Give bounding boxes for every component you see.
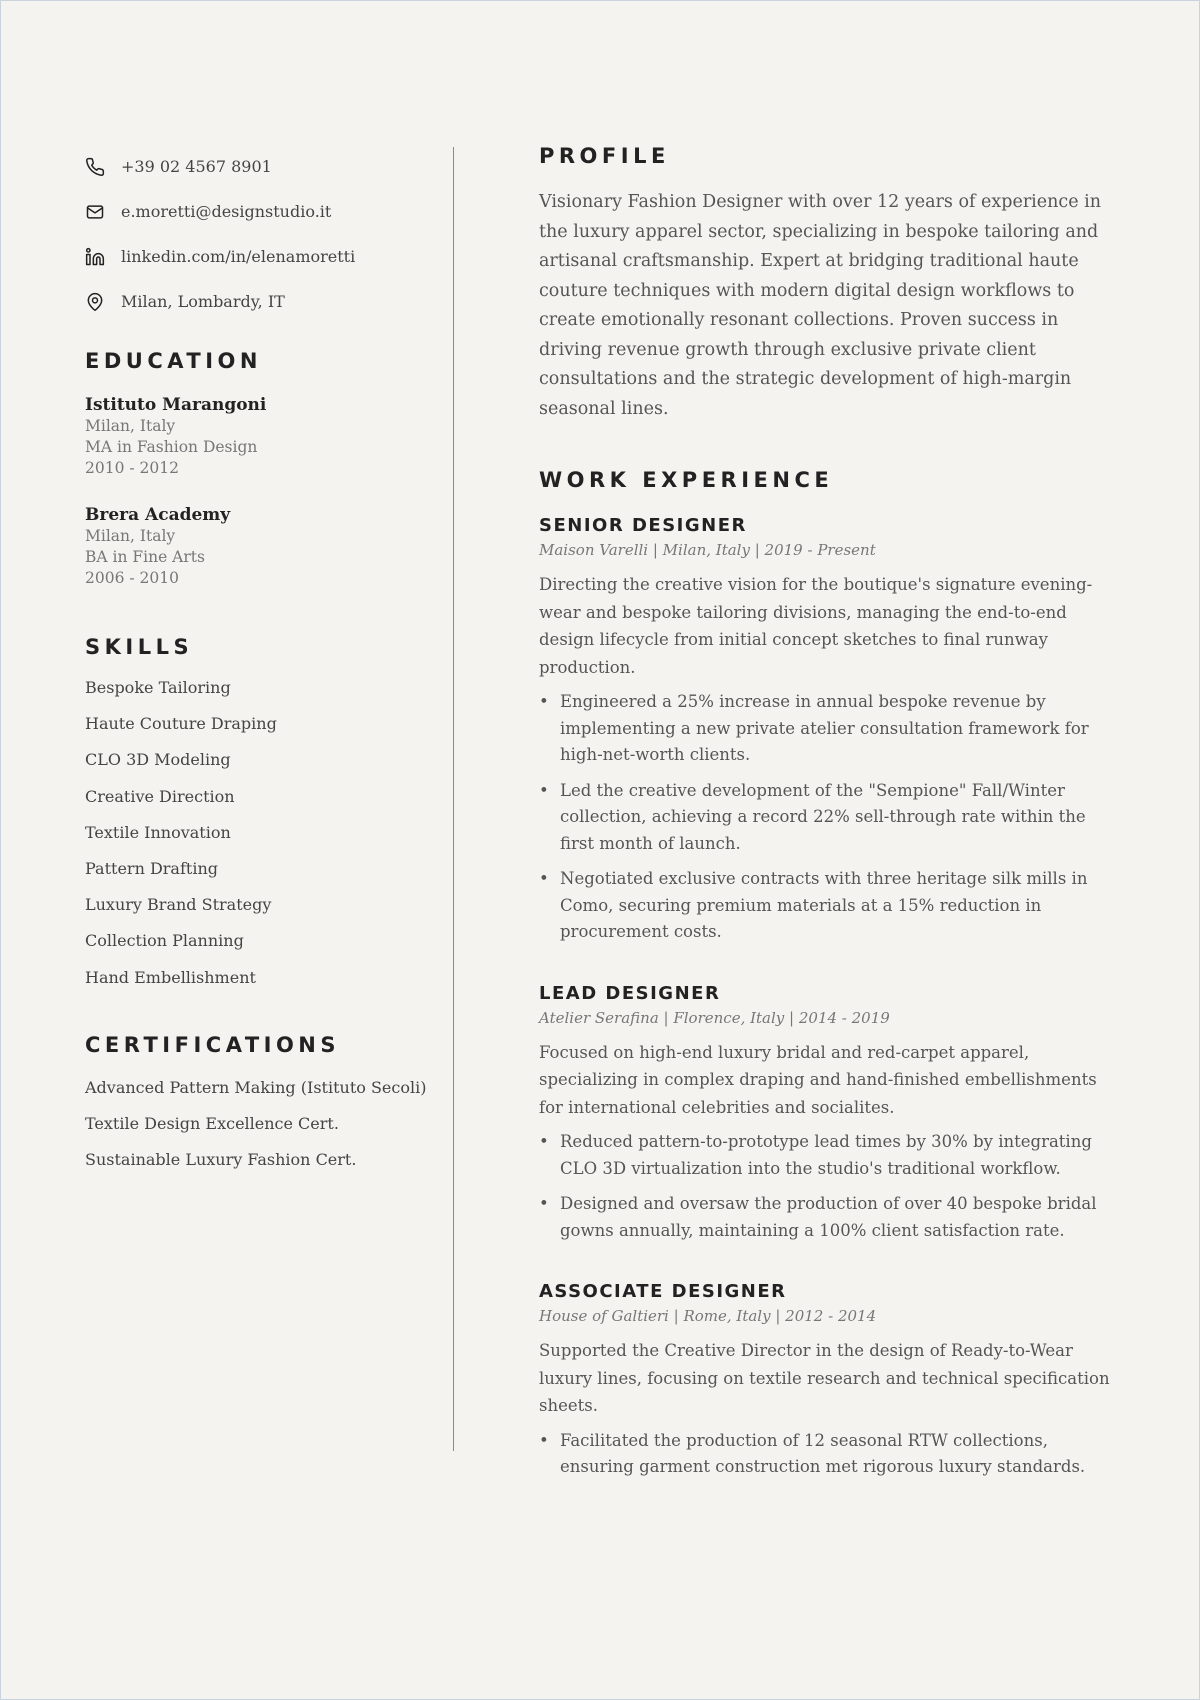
- job-description: Directing the creative vision for the boutique's signature evening-wear and bespoke tailoring divisions, managing the end-to-end design lifecycle from initial concept sketches to final runway production.: [539, 575, 1093, 677]
- job-bullet: • Reduced pattern-to-prototype lead times by 30% by integrating CLO 3D virtualization into the studio's traditional workflow.: [539, 1129, 1119, 1182]
- education-degree: MA in Fashion Design: [85, 438, 258, 456]
- skill-item: Textile Innovation: [85, 822, 231, 842]
- contact-phone: [85, 144, 445, 189]
- job-bullets: [539, 1428, 1119, 1481]
- skill-item: CLO 3D Modeling: [85, 750, 231, 770]
- skill-item: Luxury Brand Strategy: [85, 895, 272, 915]
- education-degree: BA in Fine Arts: [85, 548, 205, 566]
- job-entry: [539, 982, 1119, 1245]
- location-pin-icon: [85, 292, 105, 312]
- certifications-list: [85, 1077, 445, 1186]
- contact-email: [85, 189, 445, 234]
- email-text[interactable]: e.moretti@designstudio.it: [121, 202, 332, 221]
- job-title: ASSOCIATE DESIGNER: [539, 1281, 787, 1302]
- job-title: SENIOR DESIGNER: [539, 515, 747, 536]
- job-bullet: • Led the creative development of the "Sempione" Fall/Winter collection, achieving a record 22% sell-through rate within the first month of launch.: [539, 778, 1119, 858]
- right-column: [539, 144, 1119, 1490]
- linkedin-icon: [85, 247, 105, 267]
- profile-heading: PROFILE: [539, 144, 670, 168]
- job-bullet: • Negotiated exclusive contracts with three heritage silk mills in Como, securing premium materials at a 15% reduction in procurement costs.: [539, 866, 1119, 946]
- column-divider: [453, 147, 454, 1451]
- job-bullet: • Facilitated the production of 12 seasonal RTW collections, ensuring garment construction met rigorous luxury standards.: [539, 1428, 1119, 1481]
- skills-list: [85, 677, 445, 1003]
- skill-item: Creative Direction: [85, 786, 235, 806]
- certifications-heading: CERTIFICATIONS: [85, 1032, 341, 1057]
- education-school: Brera Academy: [85, 505, 231, 525]
- certification-item: Textile Design Excellence Cert.: [85, 1113, 339, 1133]
- education-place: Milan, Italy: [85, 417, 176, 435]
- education-item: [85, 505, 445, 589]
- education-place: Milan, Italy: [85, 527, 176, 545]
- job-description: Focused on high-end luxury bridal and red-carpet apparel, specializing in complex draping and hand-finished embellishments for international celebrities and socialites.: [539, 1042, 1097, 1117]
- mail-icon: [85, 202, 105, 222]
- certification-item: Advanced Pattern Making (Istituto Secoli): [85, 1077, 427, 1097]
- work-experience-heading: WORK EXPERIENCE: [539, 468, 834, 492]
- skill-item: Haute Couture Draping: [85, 714, 277, 734]
- education-years: 2006 - 2010: [85, 569, 179, 587]
- phone-icon: [85, 157, 105, 177]
- job-meta: Atelier Serafina | Florence, Italy | 2014 - 2019: [539, 1008, 890, 1027]
- skill-item: Collection Planning: [85, 931, 244, 951]
- job-entry: [539, 1280, 1119, 1481]
- contact-location: [85, 279, 445, 324]
- education-school: Istituto Marangoni: [85, 395, 267, 415]
- skill-item: Pattern Drafting: [85, 858, 218, 878]
- job-meta: Maison Varelli | Milan, Italy | 2019 - Present: [539, 541, 876, 559]
- contact-linkedin: [85, 234, 445, 279]
- left-column: [85, 144, 445, 1185]
- job-description: Supported the Creative Director in the design of Ready-to-Wear luxury lines, focusing on textile research and technical specification sheets.: [539, 1341, 1110, 1415]
- job-title: LEAD DESIGNER: [539, 982, 721, 1004]
- job-meta: House of Galtieri | Rome, Italy | 2012 - 2014: [539, 1307, 877, 1325]
- job-bullets: [539, 689, 1119, 946]
- job-bullets: [539, 1129, 1119, 1244]
- job-bullet: • Designed and oversaw the production of over 40 bespoke bridal gowns annually, maintaining a 100% client satisfaction rate.: [539, 1191, 1119, 1244]
- contact-section: [85, 144, 445, 324]
- education-item: [85, 395, 445, 479]
- phone-text[interactable]: +39 02 4567 8901: [121, 157, 272, 176]
- linkedin-text[interactable]: linkedin.com/in/elenamoretti: [121, 247, 356, 266]
- certification-item: Sustainable Luxury Fashion Cert.: [85, 1150, 357, 1170]
- skill-item: Bespoke Tailoring: [85, 678, 231, 697]
- education-heading: EDUCATION: [85, 349, 262, 373]
- job-entry: [539, 514, 1119, 946]
- education-years: 2010 - 2012: [85, 459, 179, 477]
- skills-heading: SKILLS: [85, 635, 194, 659]
- job-bullet: • Engineered a 25% increase in annual bespoke revenue by implementing a new private atelier consultation framework for high-net-worth clients.: [539, 689, 1119, 769]
- skill-item: Hand Embellishment: [85, 967, 256, 987]
- profile-summary: Visionary Fashion Designer with over 12 years of experience in the luxury apparel sector, specializing in bespoke tailoring and artisanal craftsmanship. Expert at bridging traditional haute couture techniques with modern digital design workflows to create emotionally resonant collections. Proven success in driving revenue growth through exclusive private client consultations and the strategic development of high-margin seasonal lines.: [539, 192, 1101, 419]
- location-text: Milan, Lombardy, IT: [121, 292, 285, 311]
